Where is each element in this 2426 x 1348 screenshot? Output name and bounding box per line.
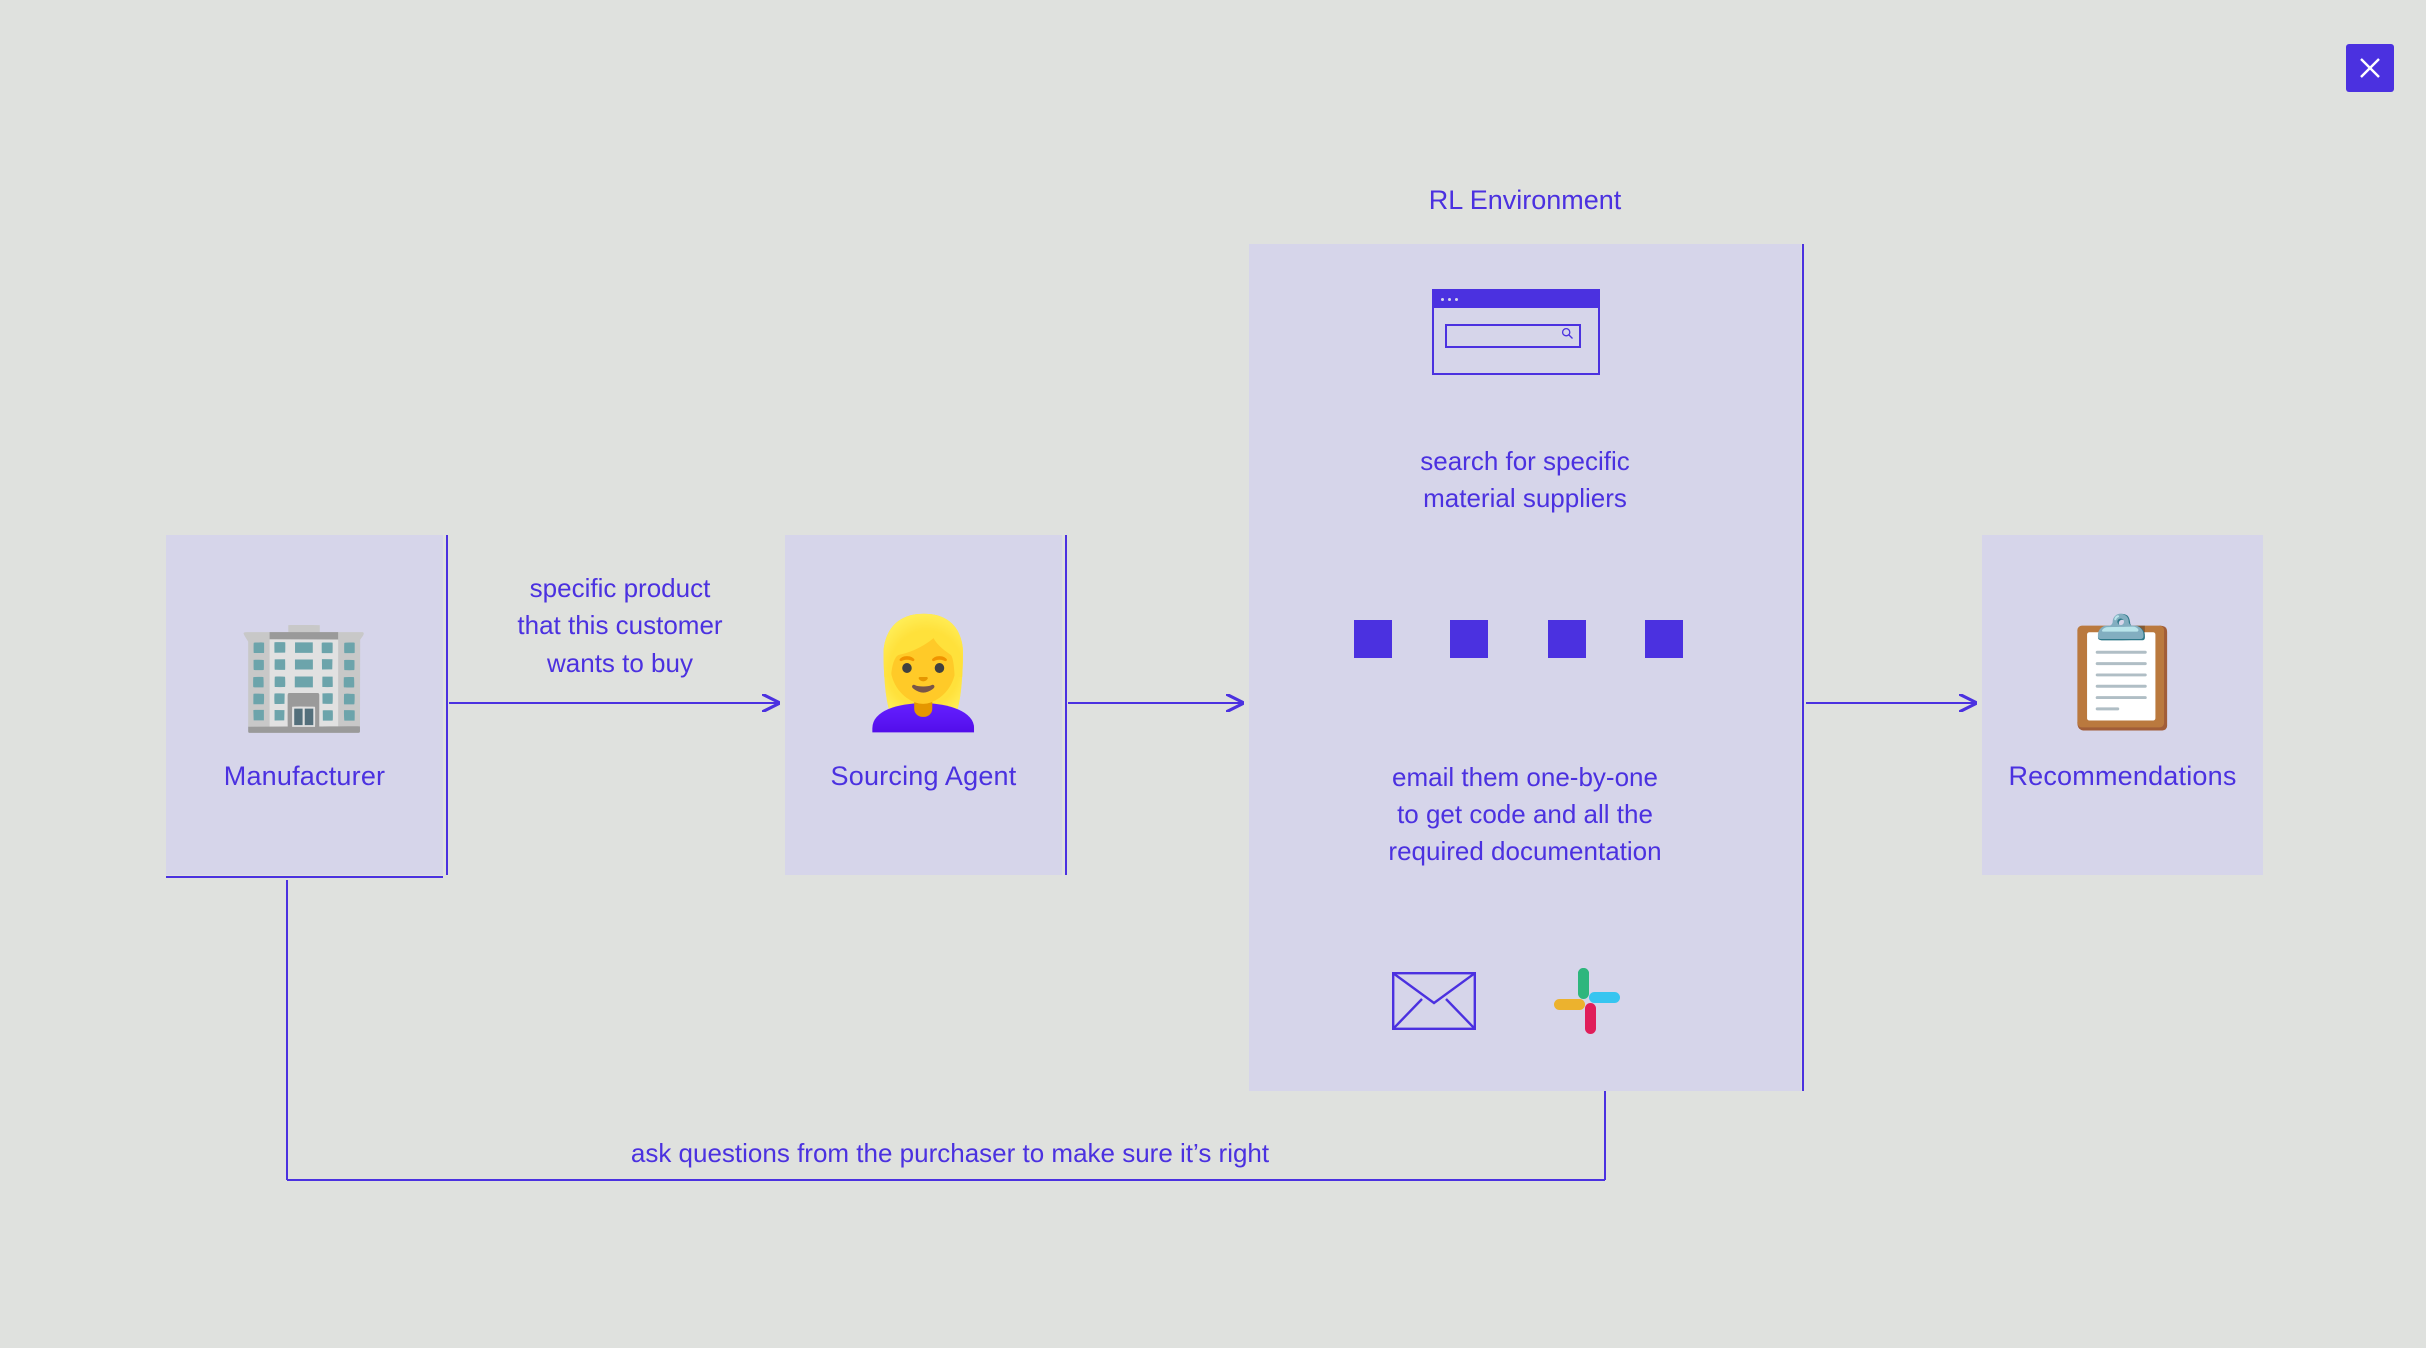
envelope-icon[interactable] [1392, 972, 1476, 1030]
browser-titlebar [1434, 291, 1598, 308]
edge-label-specific-product [470, 570, 770, 682]
browser-dot-icon [1441, 298, 1444, 301]
woman-emoji: 👱‍♀️ [856, 611, 991, 733]
env-step-search-line2: material suppliers [1423, 482, 1627, 513]
supplier-node[interactable] [1645, 620, 1683, 658]
office-building-emoji: 🏢 [237, 611, 372, 733]
close-button[interactable] [2346, 44, 2394, 92]
node-recommendations-label: Recommendations [2008, 760, 2237, 791]
env-step-email-line1: email them one-by-one [1392, 762, 1658, 792]
env-step-search [1249, 443, 1801, 517]
search-icon [1561, 327, 1574, 345]
env-step-email-line2: to get code and all the [1397, 798, 1653, 829]
browser-dot-icon [1448, 298, 1451, 301]
supplier-node[interactable] [1450, 620, 1488, 658]
node-manufacturer[interactable] [166, 535, 443, 875]
node-manufacturer-label: Manufacturer [223, 760, 386, 791]
rl-environment-title: RL Environment [1428, 185, 1622, 215]
node-sourcing-agent-label: Sourcing Agent [830, 760, 1017, 791]
close-icon [2357, 55, 2383, 81]
browser-window-icon[interactable] [1432, 289, 1600, 375]
search-input[interactable] [1445, 324, 1581, 348]
clipboard-emoji: 📋 [2055, 611, 2190, 733]
edge-label-ask-questions: ask questions from the purchaser to make sure it’s right [630, 1138, 1270, 1168]
edge-label-line2: that this customer [517, 610, 723, 641]
node-sourcing-agent[interactable] [785, 535, 1062, 875]
node-recommendations[interactable] [1982, 535, 2263, 875]
supplier-node[interactable] [1548, 620, 1586, 658]
env-step-email-line3: required documentation [1388, 835, 1662, 866]
env-step-email [1249, 759, 1801, 870]
browser-dot-icon [1455, 298, 1458, 301]
edge-label-line1: specific product [529, 573, 711, 603]
slack-icon[interactable] [1548, 962, 1626, 1040]
env-step-search-line1: search for specific [1420, 446, 1630, 476]
supplier-node[interactable] [1354, 620, 1392, 658]
edge-label-line3: wants to buy [547, 647, 693, 678]
